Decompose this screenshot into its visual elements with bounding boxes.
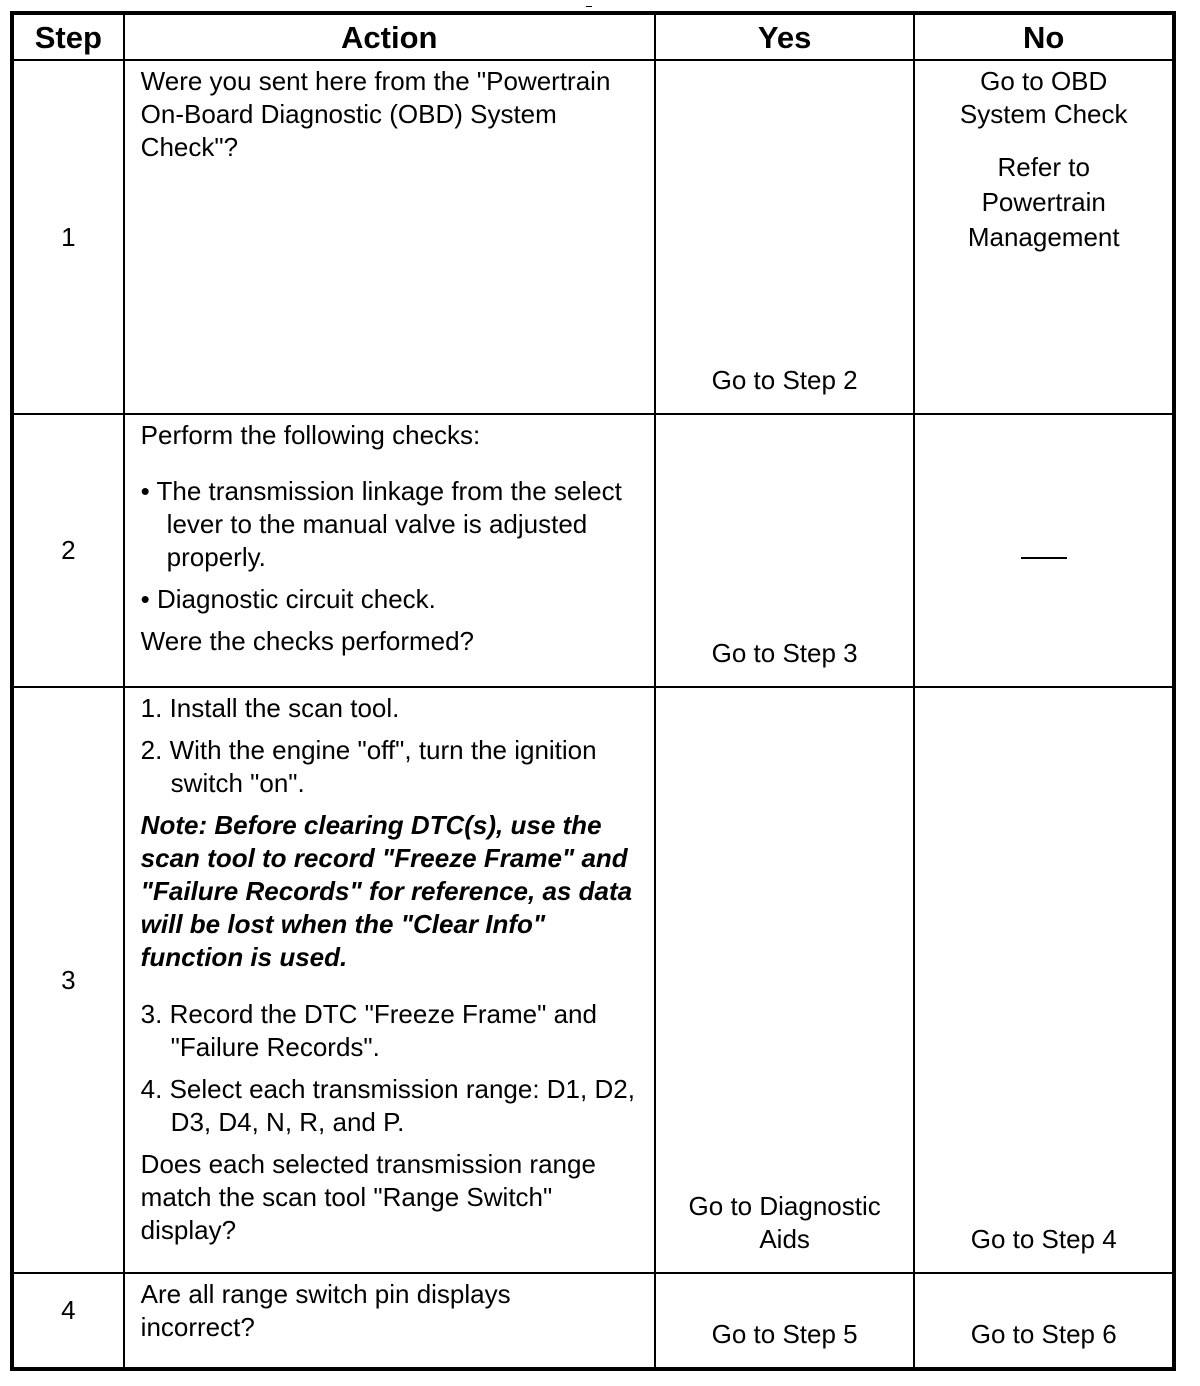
action-question: Were you sent here from the "Powertrain On-Board Diagnostic (OBD) System Check"? bbox=[140, 66, 611, 162]
step-number: 3 bbox=[12, 687, 124, 1273]
action-item: 4. Select each transmission range: D1, D2, D3, D4, N, R, and P. bbox=[140, 1074, 635, 1137]
no-text: Go to OBD System Check bbox=[959, 66, 1128, 129]
header-row bbox=[12, 13, 1174, 60]
action-item: 3. Record the DTC "Freeze Frame" and "Failure Records". bbox=[140, 999, 597, 1062]
action-cell bbox=[124, 60, 655, 414]
table-row bbox=[12, 60, 1174, 414]
header-action: Action bbox=[124, 13, 655, 60]
action-cell bbox=[124, 414, 655, 687]
no-reference: Refer to Powertrain Management bbox=[967, 152, 1120, 252]
no-cell: Go to Step 4 bbox=[914, 687, 1174, 1273]
no-cell bbox=[914, 414, 1174, 687]
diagnostic-table bbox=[10, 11, 1176, 1371]
header-no: No bbox=[914, 13, 1174, 60]
action-cell bbox=[124, 1273, 655, 1369]
header-step: Step bbox=[12, 13, 124, 60]
step-number: 2 bbox=[12, 414, 124, 687]
action-intro: Perform the following checks: bbox=[140, 420, 481, 450]
action-question: Were the checks performed? bbox=[140, 626, 475, 656]
step-number: 4 bbox=[12, 1273, 124, 1369]
action-bullet: • Diagnostic circuit check. bbox=[140, 584, 436, 614]
yes-cell: Go to Step 2 bbox=[655, 60, 915, 414]
step-number: 1 bbox=[12, 60, 124, 414]
action-cell bbox=[124, 687, 655, 1273]
action-item: 1. Install the scan tool. bbox=[140, 693, 400, 723]
action-question: Are all range switch pin displays incorrect? bbox=[140, 1279, 511, 1342]
action-note: Note: Before clearing DTC(s), use the scan tool to record "Freeze Frame" and "Failure Records" for reference, as data will be lost when the "Clear Info" function is used. bbox=[140, 810, 633, 972]
dash-mark bbox=[1021, 557, 1067, 559]
table-row bbox=[12, 1273, 1174, 1369]
header-yes: Yes bbox=[655, 13, 915, 60]
table-row bbox=[12, 414, 1174, 687]
yes-cell: Go to Step 3 bbox=[655, 414, 915, 687]
action-bullet: • The transmission linkage from the select lever to the manual valve is adjusted properly. bbox=[140, 476, 622, 572]
yes-cell: Go to Diagnostic Aids bbox=[655, 687, 915, 1273]
top-tick-mark bbox=[586, 6, 592, 7]
no-cell: Go to Step 6 bbox=[914, 1273, 1174, 1369]
no-cell bbox=[914, 60, 1174, 414]
yes-cell: Go to Step 5 bbox=[655, 1273, 915, 1369]
action-question: Does each selected transmission range match the scan tool "Range Switch" display? bbox=[140, 1149, 596, 1245]
table-row bbox=[12, 687, 1174, 1273]
action-item: 2. With the engine "off", turn the ignition switch "on". bbox=[140, 735, 597, 798]
